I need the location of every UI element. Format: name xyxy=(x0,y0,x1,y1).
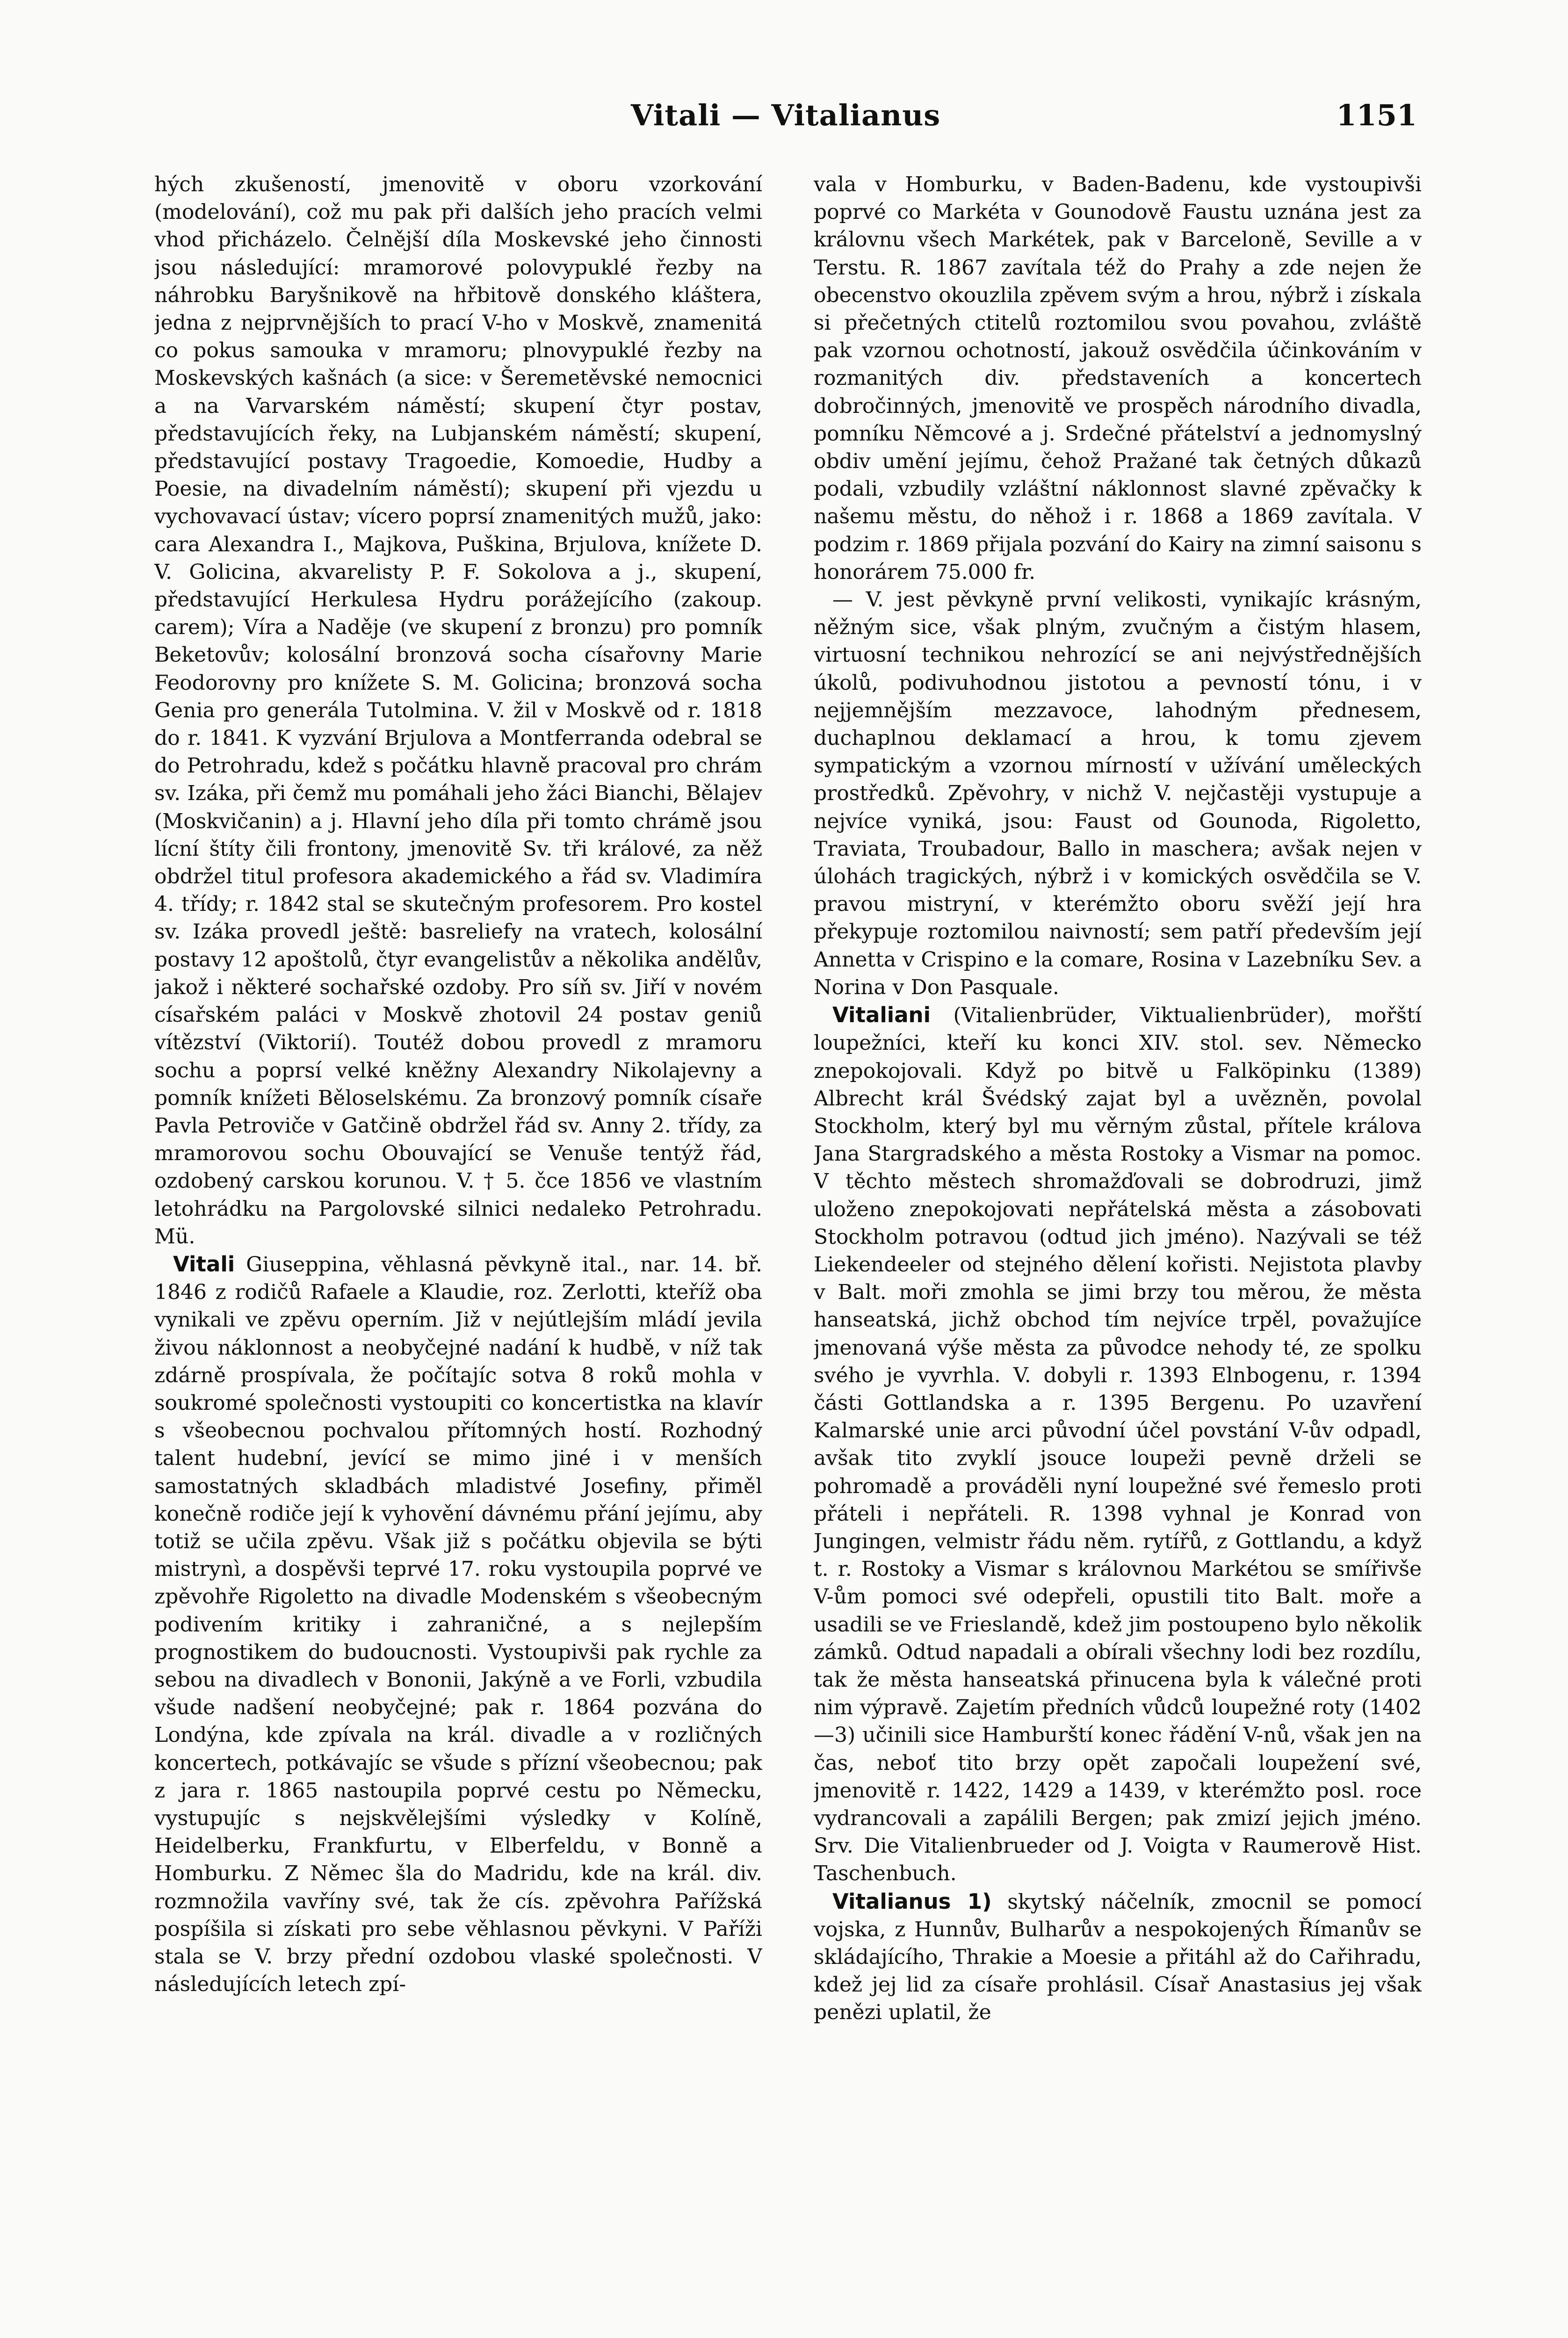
text-columns xyxy=(154,171,1422,2275)
paragraph-vitali-assessment: — V. jest pěvkyně první velikosti, vynikajíc krásným, něžným sice, však plným, zvučným a čistým hlasem, virtuosní technikou nehrozící se ani nejvýstřednějších úkolů, podivuhodnou jistotou a pevností tónu, i v nejjemnějším mezzavoce, lahodným přednesem, duchaplnou deklamací a hrou, k tomu zjevem sympatickým a vzornou mírností v užívání uměleckých prostředků. Zpěvohry, v nichž V. nejčastěji vystupuje a nejvíce vyniká, jsou: Faust od Gounoda, Rigoletto, Traviata, Troubadour, Ballo in maschera; avšak nejen v úlohách tragických, nýbrž i v komických osvědčila se V. pravou mistryní, v kterémžto oboru svěží její hra překypuje roztomilou naivností; sem patří především její Annetta v Crispino e la comare, Rosina v Lazebníku Sev. a Norina v Don Pasquale. xyxy=(814,588,1422,999)
paragraph-moskva-works: hých zkušeností, jmenovitě v oboru vzorkování (modelování), což mu pak při dalších jeho pracích velmi vhod přicházelo. Čelnější díla Moskevské jeho činnosti jsou následující: mramorové polovypuklé řezby na náhrobku Baryšnikově na hřbitově donského kláštera, jedna z nejprvnějších to prací V-ho v Moskvě, znamenitá co pokus samouka v mramoru; plnovypuklé řezby na Moskevských kašnách (a sice: v Šeremetěvské nemocnici a na Varvarském náměstí; skupení čtyr postav, představujících řeky, na Lubjanském náměstí; skupení, představující postavy Tragoedie, Komoedie, Hudby a Poesie, na divadelním náměstí); skupení při vjezdu u vychovavací ústav; vícero poprsí znamenitých mužů, jako: cara Alexandra I., Majkova, Puškina, Brjulova, knížete D. V. Golicina, akvarelisty P. F. Sokolova a j., skupení, představující Herkulesa Hydru porážejícího (zakoup. carem); Víra a Naděje (ve skupení z bronzu) pro pomník Beketovův; kolosální bronzová socha císařovny Marie Feodorovny pro knížete S. M. Golicina; bronzová socha Genia pro generála Tutolmina. V. žil v Moskvě od r. 1818 do r. 1841. K vyzvání Brjulova a Montferranda odebral se do Petrohradu, kdež s počátku hlavně pracoval pro chrám sv. Izáka, při čemž mu pomáhali jeho žáci Bianchi, Bělajev (Moskvičanin) a j. Hlavní jeho díla při tomto chrámě jsou lícní štíty čili frontony, jmenovitě Sv. tři králové, za něž obdržel titul profesora akademického a řád sv. Vladimíra 4. třídy; r. 1842 stal se skutečným profesorem. Pro kostel sv. Izáka provedl ještě: basreliefy na vratech, kolosální postavy 12 apoštolů, čtyr evangelistův a několika andělův, jakož i některé sochařské ozdoby. Pro síň sv. Jiří v novém císařském paláci v Moskvě zhotovil 24 postav geniů vítězství (Viktorií). Toutéž dobou provedl z mramoru sochu a poprsí velké kněžny Alexandry Nikolajevny a pomník knížeti Běloselskému. Za bronzový pomník císaře Pavla Petroviče v Gatčině obdržel řád sv. Anny 2. třídy, za mramorovou sochu Obouvající se Venuše tentýž řád, ozdobený carskou korunou. V. † 5. čce 1856 ve vlastním letohrádku na Pargolovské silnici nedaleko Petrohradu. Mü. xyxy=(154,173,762,1248)
entry-vitaliani xyxy=(814,1001,1422,1888)
entry-vitali xyxy=(154,1250,762,1998)
paragraph-vitali-continued: vala v Homburku, v Baden-Badenu, kde vystoupivši poprvé co Markéta v Gounodově Faustu uznána jest za královnu všech Markétek, pak v Barceloně, Seville a v Terstu. R. 1867 zavítala též do Prahy a zde nejen že obecenstvo okouzlila zpěvem svým a hrou, nýbrž i získala si přečetných ctitelů roztomilou svou povahou, zvláště pak vzornou ochotností, jakouž osvědčila účinkováním v rozmanitých div. představeních a koncertech dobročinných, jmenovitě ve prospěch národního divadla, pomníku Němcové a j. Srdečné přátelství a jednomyslný obdiv umění jejímu, čehož Pražané tak četných důkazů podali, vzbudily vzláštní náklonnost slavné zpěvačky k našemu městu, do něhož i r. 1868 a 1869 zavítala. V podzim r. 1869 přijala pozvání do Kairy na zimní saisonu s honorárem 75.000 fr. xyxy=(814,173,1422,584)
entry-vitalianus xyxy=(814,1888,1422,2027)
entry-text-vitalianus: skytský náčelník, zmocnil se pomocí vojska, z Hunnův, Bulharův a nespokojených Římanův se skládajícího, Thrakie a Moesie a přitáhl až do Cařihradu, kdež jej lid za císaře prohlásil. Císař Anastasius jej však penězi uplatil, že xyxy=(814,1890,1422,2025)
entry-text-vitali: Giuseppina, věhlasná pěvkyně ital., nar. 14. bř. 1846 z rodičů Rafaele a Klaudie, roz. Zerlotti, kteříž oba vynikali ve zpěvu operním. Již v nejútlejším mládí jevila živou náklonnost a neobyčejné nadání k hudbě, v níž tak zdárně prospívala, že počítajíc sotva 8 roků mohla v soukromé společnosti vystoupiti co koncertistka na klavír s všeobecnou pochvalou přítomných hostí. Rozhodný talent hudební, jevící se mimo jiné i v menších samostatných skladbách mladistvé Josefiny, přiměl konečně rodiče její k vyhovění dávnému přání jejímu, aby totiž se učila zpěvu. Však již s počátku objevila se býti mistrynì, a dospěvši teprvé 17. roku vystoupila poprvé ve zpěvohře Rigoletto na divadle Modenském s všeobecným podivením kritiky i zahraničné, a s nejlepším prognostikem do budoucnosti. Vystoupivši pak rychle za sebou na divadlech v Bononii, Jakýně a ve Forli, vzbudila všude nadšení neobyčejné; pak r. 1864 pozvána do Londýna, kde zpívala na král. divadle a v rozličných koncertech, potkávajíc se všude s přízní všeobecnou; pak z jara r. 1865 nastoupila poprvé cestu po Německu, vystupujíc s nejskvělejšími výsledky v Kolíně, Heidelberku, Frankfurtu, v Elberfeldu, v Bonně a Homburku. Z Němec šla do Madridu, kde na král. div. rozmnožila vavříny své, tak že cís. zpěvohra Pařížská pospíšila si získati pro sebe věhlasnou pěvkyni. V Paříži stala se V. brzy přední ozdobou vlaské společnosti. V následujících letech zpí- xyxy=(154,1252,762,1997)
entry-heading-vitalianus: Vitalianus 1) xyxy=(832,1889,992,1914)
entry-heading-vitali: Vitali xyxy=(173,1251,235,1277)
entry-heading-vitaliani: Vitaliani xyxy=(832,1003,931,1028)
page-number: 1151 xyxy=(1336,98,1417,132)
running-title: Vitali — Vitalianus xyxy=(630,98,941,132)
left-column xyxy=(154,171,762,2275)
entry-text-vitaliani: (Vitalienbrüder, Viktualienbrüder), mořští loupežníci, kteří ku konci XIV. stol. sev. Německo znepokojovali. Když po bitvě u Falköpinku (1389) Albrecht král Švédský zajat byl a uvězněn, povolal Stockholm, který byl mu věrným zůstal, přítele králova Jana Stargradského a města Rostoky a Vismar na pomoc. V těchto městech shromažďovali se dobrodruzi, jimž uloženo znepokojovati nepřátelská města a zásobovati Stockholm potravou (odtud jich jméno). Nazývali se též Liekendeeler od stejného dělení kořisti. Nejistota plavby v Balt. moři zmohla se jimi brzy tou měrou, že města hanseatská, jichž obchod tím nejvíce trpěl, považujíce jmenovaná výše města za původce nehody té, ze spolku svého je vyvrhla. V. dobyli r. 1393 Elnbogenu, r. 1394 části Gottlandska a r. 1395 Bergenu. Po uzavření Kalmarské unie arci původní účel povstání V-ův odpadl, avšak tito zvyklí jsouce loupeži pevně drželi se pohromadě a prováděli nyní loupežné své řemeslo proti přáteli i nepřáteli. R. 1398 vyhnal je Konrad von Jungingen, velmistr řádu něm. rytířů, z Gottlandu, a když t. r. Rostoky a Vismar s královnou Markétou se smířivše V-ům pomoci své odepřeli, opustili tito Balt. moře a usadili se ve Frieslandě, kdež jim postoupeno bylo několik zámků. Odtud napadali a obírali všechny lodi bez rozdílu, tak že města hanseatská přinucena byla k válečné proti nim výpravě. Zajetím předních vůdců loupežné roty (1402—3) učinili sice Hamburští konec řádění V-nů, však jen na čas, neboť tito brzy opět započali loupežení své, jmenovitě r. 1422, 1429 a 1439, v kterémžto posl. roce vydrancovali a zapálili Bergen; pak zmizí jejich jméno. Srv. Die Vitalienbrueder od J. Voigta v Raumerově Hist. Taschenbuch. xyxy=(814,1003,1422,1886)
page-header xyxy=(154,94,1417,145)
right-column xyxy=(814,171,1422,2275)
